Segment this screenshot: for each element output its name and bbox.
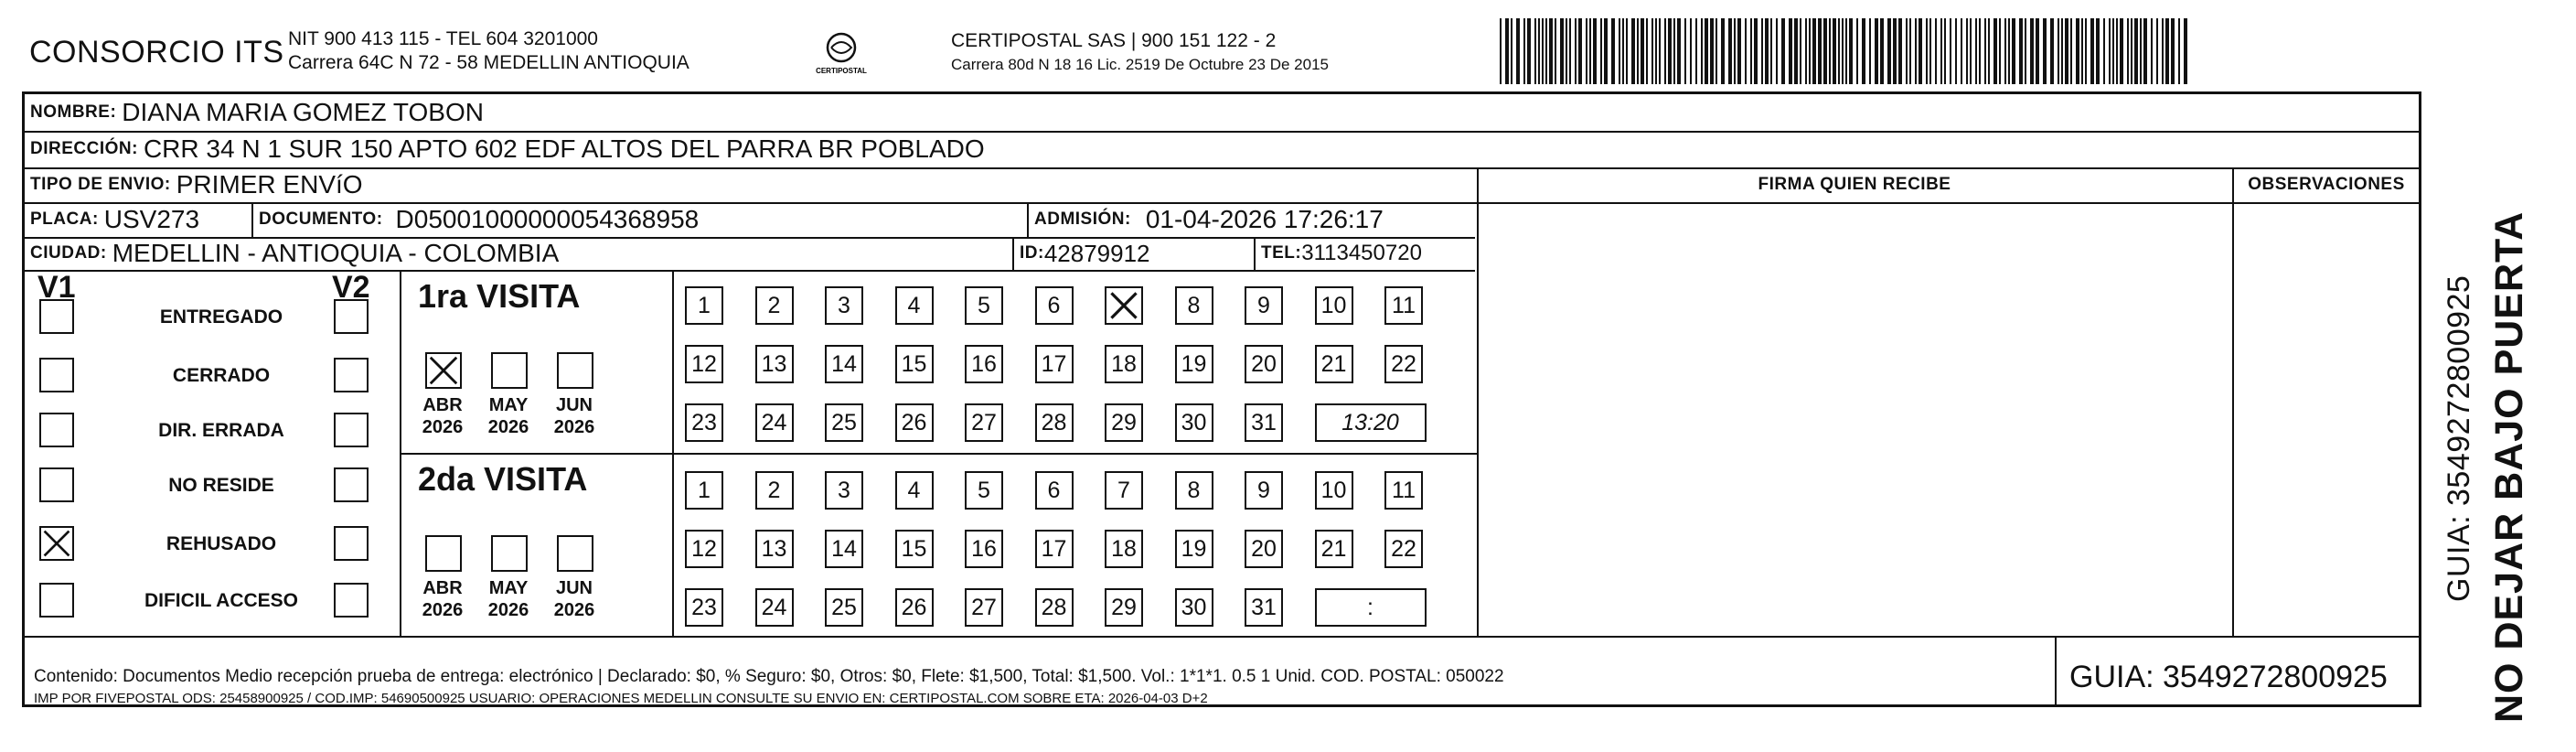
- month-checkbox-0[interactable]: [425, 352, 462, 389]
- day-box[interactable]: 3: [825, 471, 863, 510]
- side-notice: NO DEJAR BAJO PUERTA: [2487, 210, 2531, 723]
- month-label: ABR 2026: [422, 578, 464, 620]
- day-box[interactable]: 30: [1175, 403, 1213, 442]
- day-box[interactable]: 31: [1245, 403, 1283, 442]
- day-box[interactable]: 14: [825, 530, 863, 568]
- day-box[interactable]: 18: [1105, 530, 1143, 568]
- day-box[interactable]: 27: [965, 588, 1003, 627]
- day-box[interactable]: 1: [685, 286, 723, 325]
- day-box[interactable]: 5: [965, 286, 1003, 325]
- day-box[interactable]: 30: [1175, 588, 1213, 627]
- day-box[interactable]: 28: [1035, 588, 1074, 627]
- logo-text: CERTIPOSTAL: [816, 67, 867, 75]
- tel-label: TEL:: [1261, 243, 1302, 263]
- day-box[interactable]: 29: [1105, 588, 1143, 627]
- address-label: DIRECCIÓN:: [30, 139, 138, 158]
- day-box[interactable]: [1105, 286, 1143, 325]
- day-box[interactable]: 6: [1035, 471, 1074, 510]
- reason-label: NO RESIDE: [168, 475, 274, 496]
- name-row: [25, 94, 2419, 133]
- day-box[interactable]: 25: [825, 403, 863, 442]
- recipient-name: DIANA MARIA GOMEZ TOBON: [122, 98, 484, 126]
- day-box[interactable]: 12: [685, 530, 723, 568]
- recipient-address: CRR 34 N 1 SUR 150 APTO 602 EDF ALTOS DEL PARRA BR POBLADO: [143, 134, 985, 163]
- day-box[interactable]: 11: [1384, 286, 1423, 325]
- address-line: Carrera 64C N 72 - 58 MEDELLIN ANTIOQUIA: [288, 52, 689, 73]
- reason-label: DIFICIL ACCESO: [144, 590, 298, 611]
- day-box[interactable]: 4: [895, 286, 934, 325]
- month-label: JUN 2026: [553, 578, 595, 620]
- time-box[interactable]: 13:20: [1315, 403, 1427, 442]
- time-box[interactable]: :: [1315, 588, 1427, 627]
- v1-checkbox-3[interactable]: [39, 467, 74, 502]
- v1-checkbox-2[interactable]: [39, 413, 74, 447]
- day-box[interactable]: 24: [755, 403, 794, 442]
- footer-contents: Contenido: Documentos Medio recepción prueba de entrega: electrónico | Declarado: $0, % Seguro: $0, Otros: $0, Flete: $1,500, Total: $1,500. Vol.: 1*1*1. 0.5 1 Unid. COD. POSTAL: 050022: [34, 667, 1504, 686]
- month-checkbox-2[interactable]: [557, 535, 593, 572]
- postal-address: Carrera 80d N 18 16 Lic. 2519 De Octubre 23 De 2015: [951, 56, 1329, 73]
- day-box[interactable]: 14: [825, 345, 863, 383]
- day-box[interactable]: 27: [965, 403, 1003, 442]
- shipment-type: PRIMER ENVíO: [176, 170, 363, 199]
- day-box[interactable]: 17: [1035, 530, 1074, 568]
- day-box[interactable]: 9: [1245, 286, 1283, 325]
- day-box[interactable]: 6: [1035, 286, 1074, 325]
- day-box[interactable]: 15: [895, 345, 934, 383]
- day-box[interactable]: 19: [1175, 345, 1213, 383]
- day-box[interactable]: 13: [755, 530, 794, 568]
- day-box[interactable]: 10: [1315, 471, 1353, 510]
- v1-checkbox-4[interactable]: [39, 526, 74, 561]
- document-value: D05001000000054368958: [395, 205, 700, 233]
- day-box[interactable]: 20: [1245, 345, 1283, 383]
- company-contact: [288, 27, 689, 75]
- day-box[interactable]: 31: [1245, 588, 1283, 627]
- day-box[interactable]: 2: [755, 471, 794, 510]
- day-box[interactable]: 16: [965, 530, 1003, 568]
- day-box[interactable]: 17: [1035, 345, 1074, 383]
- day-box[interactable]: 8: [1175, 471, 1213, 510]
- day-box[interactable]: 22: [1384, 345, 1423, 383]
- v2-checkbox-2[interactable]: [334, 413, 369, 447]
- day-box[interactable]: 25: [825, 588, 863, 627]
- day-box[interactable]: 12: [685, 345, 723, 383]
- reason-label: REHUSADO: [166, 533, 277, 554]
- postal-info: [951, 29, 1329, 77]
- reason-label: DIR. ERRADA: [158, 420, 284, 441]
- tel-value: 3113450720: [1301, 241, 1422, 265]
- plate-value: USV273: [103, 205, 200, 233]
- v2-header: V2: [332, 270, 370, 305]
- month-checkbox-0[interactable]: [425, 535, 462, 572]
- v2-checkbox-1[interactable]: [334, 358, 369, 392]
- plate-row: [25, 202, 1475, 239]
- month-label: MAY 2026: [487, 395, 529, 437]
- delivery-form: [22, 91, 2421, 707]
- day-box[interactable]: 2: [755, 286, 794, 325]
- document-label: DOCUMENTO:: [259, 209, 383, 229]
- v2-checkbox-0[interactable]: [334, 299, 369, 334]
- day-box[interactable]: 29: [1105, 403, 1143, 442]
- footer-guia: GUIA: 3549272800925: [2069, 660, 2388, 694]
- month-checkbox-2[interactable]: [557, 352, 593, 389]
- day-box[interactable]: 20: [1245, 530, 1283, 568]
- admission-value: 01-04-2026 17:26:17: [1145, 205, 1384, 233]
- admission-label: ADMISIÓN:: [1034, 209, 1131, 229]
- day-box[interactable]: 26: [895, 403, 934, 442]
- v1-checkbox-0[interactable]: [39, 299, 74, 334]
- day-box[interactable]: 22: [1384, 530, 1423, 568]
- day-box[interactable]: 9: [1245, 471, 1283, 510]
- nit-line: NIT 900 413 115 - TEL 604 3201000: [288, 28, 598, 49]
- day-box[interactable]: 23: [685, 403, 723, 442]
- city-value: MEDELLIN - ANTIOQUIA - COLOMBIA: [112, 239, 560, 267]
- month-checkbox-1[interactable]: [491, 535, 528, 572]
- certipostal-logo: [809, 27, 873, 82]
- day-box[interactable]: 24: [755, 588, 794, 627]
- first-visit-title: 1ra VISITA: [418, 277, 581, 315]
- v2-checkbox-4[interactable]: [334, 526, 369, 561]
- day-box[interactable]: 21: [1315, 345, 1353, 383]
- month-label: ABR 2026: [422, 395, 464, 437]
- v1-header: V1: [37, 270, 76, 305]
- type-row: [25, 167, 2419, 204]
- second-visit-title: 2da VISITA: [418, 460, 588, 498]
- v2-checkbox-3[interactable]: [334, 467, 369, 502]
- day-box[interactable]: 28: [1035, 403, 1074, 442]
- day-box[interactable]: 15: [895, 530, 934, 568]
- side-guia: GUIA: 3549272800925: [2442, 274, 2476, 602]
- month-checkbox-1[interactable]: [491, 352, 528, 389]
- day-box[interactable]: 4: [895, 471, 934, 510]
- day-box[interactable]: 1: [685, 471, 723, 510]
- day-box[interactable]: 13: [755, 345, 794, 383]
- address-row: [25, 131, 2419, 169]
- day-box[interactable]: 26: [895, 588, 934, 627]
- day-box[interactable]: 10: [1315, 286, 1353, 325]
- day-box[interactable]: 19: [1175, 530, 1213, 568]
- day-box[interactable]: 18: [1105, 345, 1143, 383]
- v1-checkbox-5[interactable]: [39, 583, 74, 618]
- plate-label: PLACA:: [30, 209, 99, 229]
- v1-checkbox-1[interactable]: [39, 358, 74, 392]
- id-value: 42879912: [1043, 239, 1150, 267]
- day-box[interactable]: 21: [1315, 530, 1353, 568]
- id-label: ID:: [1020, 243, 1044, 263]
- month-label: JUN 2026: [553, 395, 595, 437]
- day-box[interactable]: 5: [965, 471, 1003, 510]
- company-name: CONSORCIO ITS: [29, 35, 284, 70]
- reason-label: ENTREGADO: [159, 306, 283, 328]
- day-box[interactable]: 3: [825, 286, 863, 325]
- barcode: [1500, 18, 2191, 84]
- footer-imp: IMP POR FIVEPOSTAL ODS: 25458900925 / COD.IMP: 54690500925 USUARIO: OPERACIONES MEDELLIN CONSULTE SU ENVIO EN: CERTIPOSTAL.COM SOBRE ETA: 2026-04-03 D+2: [34, 691, 1208, 706]
- city-label: CIUDAD:: [30, 243, 107, 263]
- observations-header: OBSERVACIONES: [2248, 175, 2405, 194]
- day-box[interactable]: 11: [1384, 471, 1423, 510]
- city-row: [25, 237, 1475, 272]
- day-box[interactable]: 8: [1175, 286, 1213, 325]
- reason-label: CERRADO: [172, 365, 271, 386]
- type-label: TIPO DE ENVIO:: [30, 175, 171, 194]
- day-box[interactable]: 7: [1105, 471, 1143, 510]
- day-box[interactable]: 23: [685, 588, 723, 627]
- day-box[interactable]: 16: [965, 345, 1003, 383]
- postal-name: CERTIPOSTAL SAS | 900 151 122 - 2: [951, 30, 1277, 51]
- signature-header: FIRMA QUIEN RECIBE: [1758, 175, 1951, 194]
- month-label: MAY 2026: [487, 578, 529, 620]
- v2-checkbox-5[interactable]: [334, 583, 369, 618]
- name-label: NOMBRE:: [30, 102, 117, 122]
